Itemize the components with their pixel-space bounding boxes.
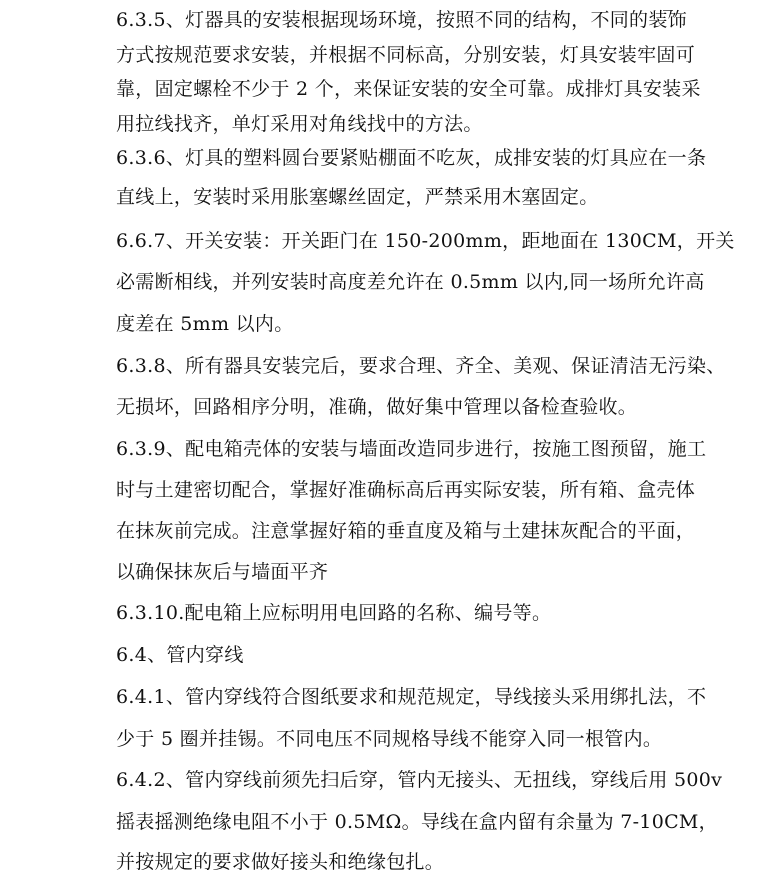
text-line: 度差在 5mm 以内。 [116, 313, 294, 335]
text-line: 直线上，安装时采用胀塞螺丝固定，严禁采用木塞固定。 [116, 186, 599, 208]
text-line: 摇表摇测绝缘电阻不小于 0.5MΩ。导线在盒内留有余量为 7-10CM， [116, 811, 718, 833]
text-line: 并按规定的要求做好接头和绝缘包扎。 [116, 851, 445, 873]
text-line: 6.3.5、灯器具的安装根据现场环境，按照不同的结构，不同的装饰 [116, 9, 687, 31]
text-line: 在抹灰前完成。注意掌握好箱的垂直度及箱与土建抹灰配合的平面， [116, 520, 696, 542]
text-line: 6.6.7、开关安装：开关距门在 150-200mm，距地面在 130CM，开关 [116, 230, 735, 252]
text-line: 无损坏，回路相序分明，准确，做好集中管理以备检查验收。 [116, 396, 638, 418]
text-line: 6.3.6、灯具的塑料圆台要紧贴棚面不吃灰，成排安装的灯具应在一条 [116, 147, 707, 169]
text-line: 方式按规范要求安装，并根据不同标高，分别安装，灯具安装牢固可 [116, 44, 696, 66]
text-line: 以确保抹灰后与墙面平齐 [116, 561, 329, 583]
text-line: 时与土建密切配合，掌握好准确标高后再实际安装，所有箱、盒壳体 [116, 479, 696, 501]
text-line: 6.3.8、所有器具安装完后，要求合理、齐全、美观、保证清洁无污染、 [116, 355, 726, 377]
text-line: 6.3.10.配电箱上应标明用电回路的名称、编号等。 [116, 602, 552, 624]
section-heading: 6.4、管内穿线 [116, 644, 244, 666]
text-line: 6.4.2、管内穿线前须先扫后穿，管内无接头、无扭线，穿线后用 500v [116, 769, 723, 791]
text-line: 用拉线找齐，单灯采用对角线找中的方法。 [116, 113, 483, 135]
text-line: 6.4.1、管内穿线符合图纸要求和规范规定，导线接头采用绑扎法，不 [116, 686, 707, 708]
text-line: 6.3.9、配电箱壳体的安装与墙面改造同步进行，按施工图预留，施工 [116, 438, 707, 460]
text-line: 少于 5 圈并挂锡。不同电压不同规格导线不能穿入同一根管内。 [116, 728, 663, 750]
text-line: 靠，固定螺栓不少于 2 个，来保证安装的安全可靠。成排灯具安装采 [116, 78, 701, 100]
text-line: 必需断相线，并列安装时高度差允许在 0.5mm 以内,同一场所允许高 [116, 271, 705, 293]
